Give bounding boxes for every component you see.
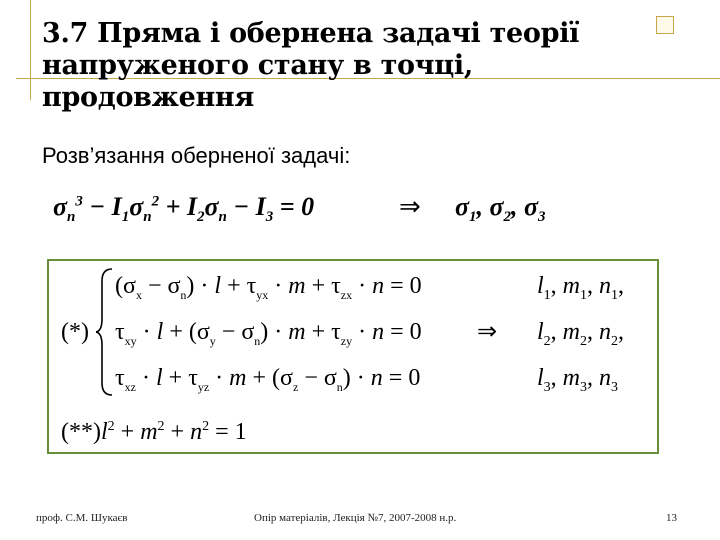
footer-author: проф. С.М. Шукаєв [36,512,128,524]
result-row-3: $l_3$, $m_3$, $n_3$ [537,365,619,395]
system-row-1: $(\sigma_x - \sigma_n) \cdot l + \tau_{yx} \cdot m + \tau_{zx} \cdot n = 0$ [115,273,422,302]
slide-corner-square [656,16,674,34]
principal-stresses: $\sigma_1$, $\sigma_2$, $\sigma_3$ [455,192,546,226]
system-arrow: ⇒ [477,319,498,345]
result-row-2: $l_2$, $m_2$, $n_2$, [537,319,625,349]
slide-vertical-rule [30,0,31,100]
characteristic-equation-lhs: $\sigma_n^3 - I_1\sigma_n^2 + I_2\sigma_n - I_3 = 0$ [53,192,315,226]
left-brace [96,267,114,397]
characteristic-equation [47,182,583,228]
slide-title: 3.7 Пряма і обернена задачі теорії напруженого стану в точці, продовження [42,18,580,113]
result-row-1: $l_1$, $m_1$, $n_1$, [537,273,625,303]
normalization-condition: $(**)l^2 + m^2 + n^2 = 1$ [61,419,247,445]
system-row-2: $\tau_{xy} \cdot l + (\sigma_y - \sigma_n) \cdot m + \tau_{zy} \cdot n = 0$ [115,319,422,348]
system-label-star: (*) [61,319,89,345]
implies-arrow: ⇒ [399,192,421,221]
slide-subtitle: Розв’язання оберненої задачі: [42,143,351,168]
footer-page-number: 13 [666,512,677,524]
footer-course: Опір матеріалів, Лекція №7, 2007-2008 н.р. [254,512,457,524]
system-row-3: $\tau_{xz} \cdot l + \tau_{yz} \cdot m + (\sigma_z - \sigma_n) \cdot n = 0$ [115,365,421,394]
direction-cosines-system [47,259,659,454]
